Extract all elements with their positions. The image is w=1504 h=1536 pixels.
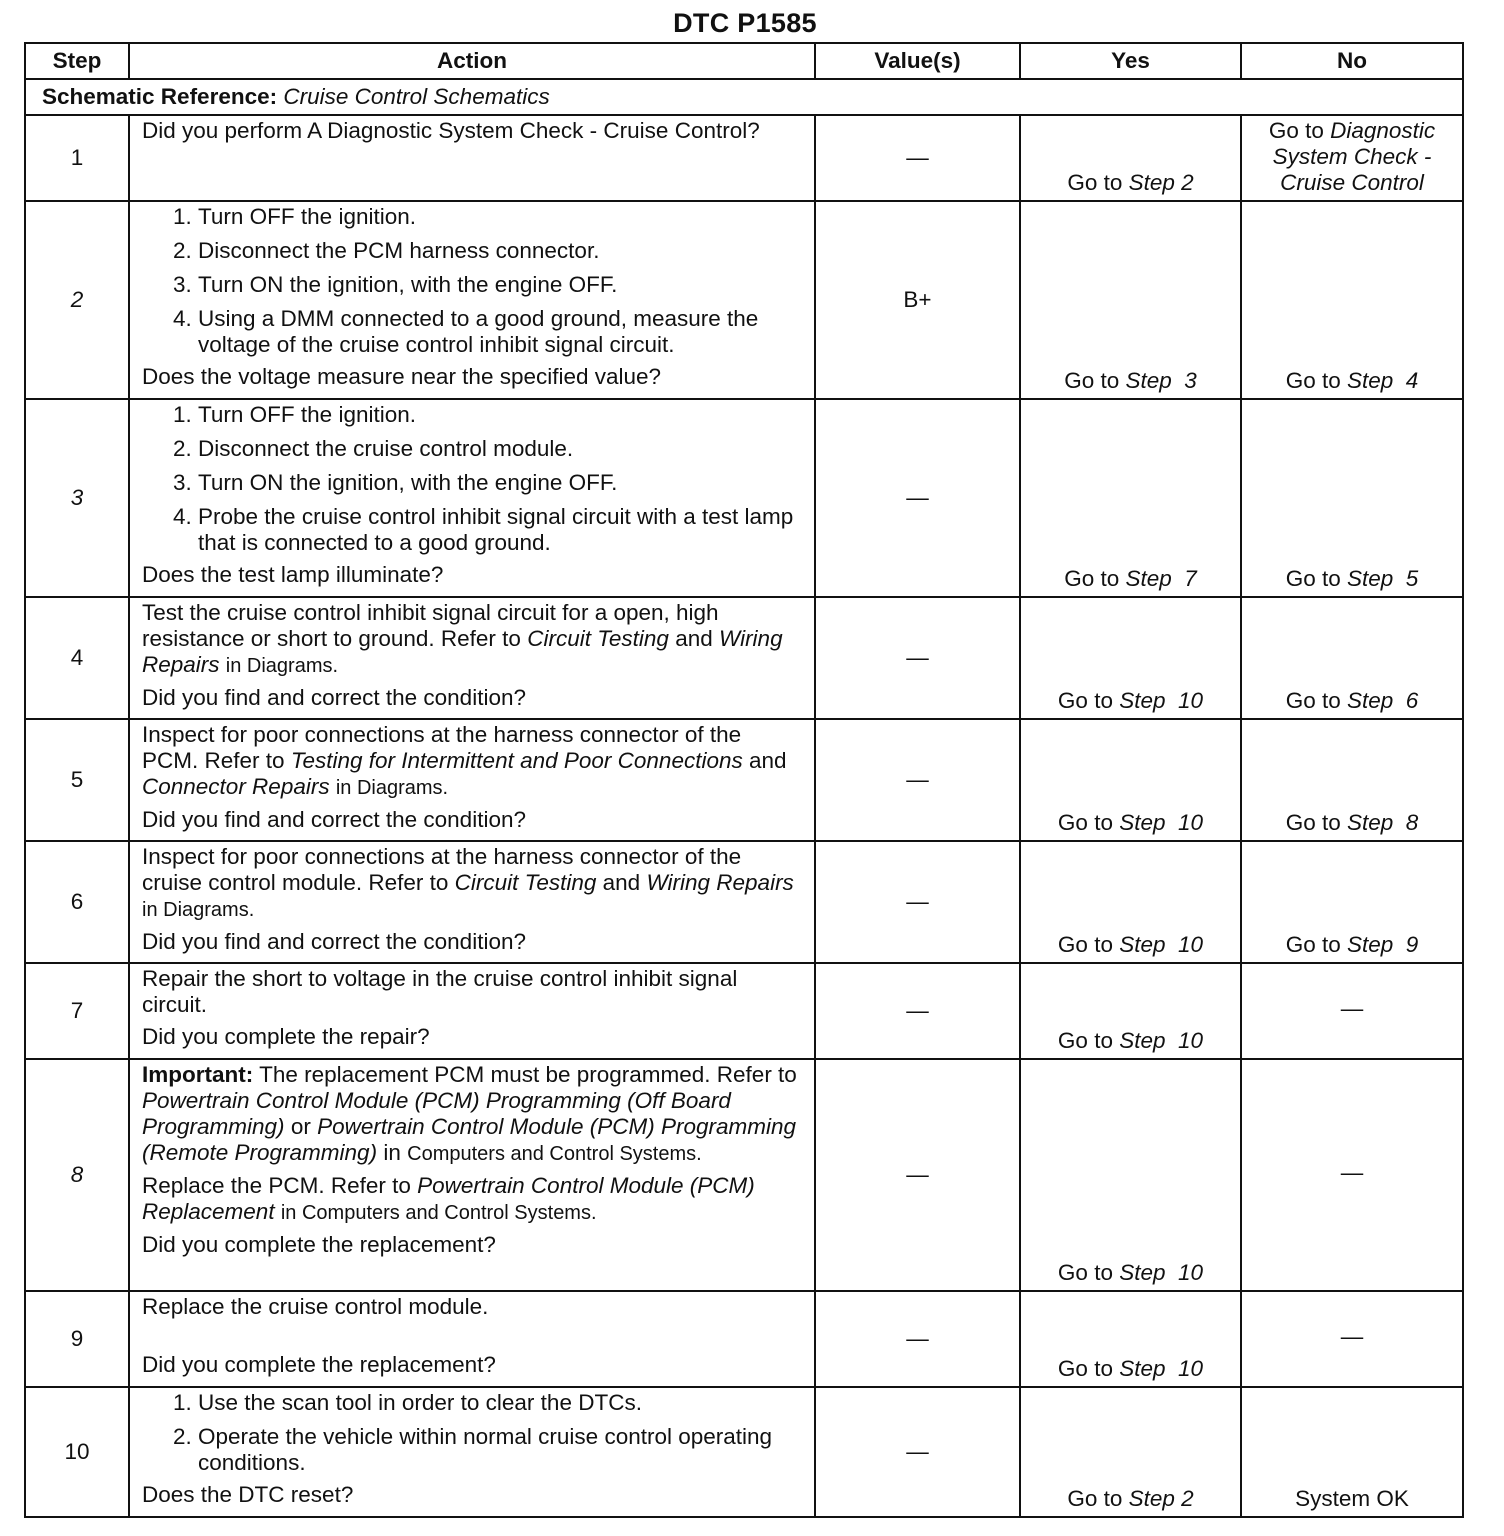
- list-item: 3. Turn ON the ignition, with the engine OFF.: [198, 470, 802, 496]
- table-row: [25, 201, 1463, 399]
- list-item: 3. Turn ON the ignition, with the engine OFF.: [198, 272, 802, 298]
- action-cell: [129, 201, 815, 399]
- value-cell: —: [815, 719, 1020, 841]
- step-link[interactable]: Step 10: [1119, 932, 1204, 957]
- list-item: 2. Disconnect the cruise control module.: [198, 436, 802, 462]
- step-link[interactable]: Step 10: [1119, 810, 1204, 835]
- table-row: [25, 841, 1463, 963]
- step-link[interactable]: Step 10: [1119, 1028, 1204, 1053]
- value-cell: —: [815, 115, 1020, 201]
- value-cell: —: [815, 1291, 1020, 1387]
- action-cell: [129, 1059, 815, 1291]
- step-link[interactable]: Step 10: [1119, 1356, 1204, 1381]
- yes-cell: Go to Step 7: [1020, 399, 1241, 597]
- step-link[interactable]: Step 10: [1119, 1260, 1204, 1285]
- no-cell: —: [1241, 963, 1463, 1059]
- no-cell: Go to Step 4: [1241, 201, 1463, 399]
- table-row: [25, 1387, 1463, 1517]
- list-item: 1. Use the scan tool in order to clear the DTCs.: [198, 1390, 802, 1416]
- table-row: [25, 1059, 1463, 1291]
- step-number: 8: [25, 1059, 129, 1291]
- list-item: 4. Probe the cruise control inhibit signal circuit with a test lamp that is connected to a good ground.: [198, 504, 802, 556]
- reference-link[interactable]: Powertrain Control Module (PCM) Replacement: [142, 1173, 755, 1224]
- step-number: 7: [25, 963, 129, 1059]
- reference-link[interactable]: Wiring Repairs: [646, 870, 794, 895]
- important-note: Important: The replacement PCM must be programmed. Refer to Powertrain Control Module (PCM) Programming (Off Board Programming) or Powertrain Control Module (PCM) Programming (Remote Programming) in Computers and Control Systems.: [142, 1062, 797, 1165]
- value-cell: —: [815, 597, 1020, 719]
- yes-cell: Go to Step 10: [1020, 841, 1241, 963]
- action-cell: [129, 841, 815, 963]
- step-number: 3: [25, 399, 129, 597]
- action-list: [142, 1390, 802, 1476]
- action-list: [142, 204, 802, 358]
- no-cell: —: [1241, 1059, 1463, 1291]
- list-item: 1. Turn OFF the ignition.: [198, 402, 802, 428]
- value-cell: —: [815, 399, 1020, 597]
- schematic-row: [25, 79, 1463, 115]
- yes-cell: [1020, 115, 1241, 201]
- step-link[interactable]: Step 5: [1346, 566, 1419, 591]
- question: Did you find and correct the condition?: [142, 807, 526, 832]
- no-cell: System OK: [1241, 1387, 1463, 1517]
- reference-link[interactable]: Wiring Repairs: [142, 626, 783, 677]
- question: Did you find and correct the condition?: [142, 929, 526, 954]
- reference-link[interactable]: Circuit Testing: [454, 870, 597, 895]
- action-cell: [129, 399, 815, 597]
- table-row: [25, 719, 1463, 841]
- header-yes: Yes: [1020, 43, 1241, 79]
- no-cell: Go to Step 9: [1241, 841, 1463, 963]
- header-no: No: [1241, 43, 1463, 79]
- yes-cell: Go to Step 10: [1020, 719, 1241, 841]
- list-item: 4. Using a DMM connected to a good ground, measure the voltage of the cruise control inhibit signal circuit.: [198, 306, 802, 358]
- step-link[interactable]: Step 6: [1346, 688, 1419, 713]
- action-text: Inspect for poor connections at the harness connector of the cruise control module. Refer to Circuit Testing and Wiring Repairs in Diagrams.: [142, 844, 794, 921]
- action-cell: [129, 115, 815, 201]
- diagnostic-system-check-link[interactable]: Diagnostic System Check - Cruise Control: [1272, 118, 1436, 195]
- step-number: 10: [25, 1387, 129, 1517]
- yes-cell: Go to Step 2: [1020, 1387, 1241, 1517]
- step-link[interactable]: Step 3: [1125, 368, 1197, 393]
- header-step: Step: [25, 43, 129, 79]
- table-row: [25, 597, 1463, 719]
- question: Did you complete the repair?: [142, 1024, 430, 1049]
- reference-link[interactable]: Circuit Testing: [527, 626, 669, 651]
- action-cell: [129, 719, 815, 841]
- step-link[interactable]: Step 10: [1119, 688, 1204, 713]
- step-number: 2: [25, 201, 129, 399]
- reference-link[interactable]: Connector Repairs: [142, 774, 330, 799]
- list-item: 2. Disconnect the PCM harness connector.: [198, 238, 802, 264]
- header-values: Value(s): [815, 43, 1020, 79]
- step-link[interactable]: Step 9: [1346, 932, 1419, 957]
- table-row: [25, 963, 1463, 1059]
- reference-link[interactable]: Powertrain Control Module (PCM) Programming (Off Board Programming): [142, 1088, 731, 1139]
- value-cell: B+: [815, 201, 1020, 399]
- yes-cell: Go to Step 3: [1020, 201, 1241, 399]
- header-row: [25, 43, 1463, 79]
- go-to-text: Go to: [1067, 170, 1123, 195]
- action-text: Replace the cruise control module.: [142, 1294, 489, 1319]
- no-cell: [1241, 115, 1463, 201]
- list-item: 1. Turn OFF the ignition.: [198, 204, 802, 230]
- reference-link[interactable]: Powertrain Control Module (PCM) Programming (Remote Programming): [142, 1114, 796, 1165]
- yes-cell: Go to Step 10: [1020, 963, 1241, 1059]
- table-row: [25, 1291, 1463, 1387]
- question: Does the voltage measure near the specified value?: [142, 364, 662, 389]
- value-cell: —: [815, 963, 1020, 1059]
- step-link[interactable]: Step 2: [1128, 170, 1194, 195]
- yes-cell: Go to Step 10: [1020, 1291, 1241, 1387]
- value-cell: —: [815, 1387, 1020, 1517]
- action-text: Test the cruise control inhibit signal circuit for a open, high resistance or short to ground. Refer to Circuit Testing and Wiring Repairs in Diagrams.: [142, 600, 783, 677]
- action-text: Repair the short to voltage in the cruise control inhibit signal circuit.: [142, 966, 738, 1017]
- action-list: [142, 402, 802, 556]
- action-text: Inspect for poor connections at the harness connector of the PCM. Refer to Testing for Intermittent and Poor Connections and Connector Repairs in Diagrams.: [142, 722, 787, 799]
- question: Did you complete the replacement?: [142, 1352, 496, 1377]
- action-cell: [129, 597, 815, 719]
- schematic-link[interactable]: Cruise Control Schematics: [283, 84, 550, 109]
- step-link[interactable]: Step 8: [1346, 810, 1419, 835]
- action-cell: [129, 963, 815, 1059]
- step-number: 9: [25, 1291, 129, 1387]
- value-cell: —: [815, 841, 1020, 963]
- action-text: Did you perform A Diagnostic System Check - Cruise Control?: [142, 118, 760, 143]
- table-row: [25, 399, 1463, 597]
- question: Did you find and correct the condition?: [142, 685, 526, 710]
- schematic-reference: [25, 79, 1463, 115]
- no-cell: Go to Step 8: [1241, 719, 1463, 841]
- question: Does the DTC reset?: [142, 1482, 354, 1507]
- step-number: 6: [25, 841, 129, 963]
- table-row: [25, 115, 1463, 201]
- yes-cell: Go to Step 10: [1020, 597, 1241, 719]
- step-link[interactable]: Step 7: [1125, 566, 1197, 591]
- diagnostic-table: [24, 42, 1464, 1518]
- action-cell: [129, 1291, 815, 1387]
- value-cell: —: [815, 1059, 1020, 1291]
- reference-link[interactable]: Testing for Intermittent and Poor Connections: [290, 748, 743, 773]
- important-label: Important:: [142, 1062, 254, 1087]
- no-cell: —: [1241, 1291, 1463, 1387]
- step-link[interactable]: Step 4: [1346, 368, 1419, 393]
- action-text: Replace the PCM. Refer to Powertrain Control Module (PCM) Replacement in Computers and Control Systems.: [142, 1173, 755, 1224]
- step-link[interactable]: Step 2: [1128, 1486, 1194, 1511]
- step-number: 4: [25, 597, 129, 719]
- step-number: 1: [25, 115, 129, 201]
- schematic-label: Schematic Reference:: [42, 84, 278, 109]
- step-number: 5: [25, 719, 129, 841]
- header-action: Action: [129, 43, 815, 79]
- go-to-text: Go to: [1268, 118, 1324, 143]
- page-title: DTC P1585: [673, 8, 817, 38]
- action-cell: [129, 1387, 815, 1517]
- question: Did you complete the replacement?: [142, 1232, 496, 1257]
- no-cell: Go to Step 6: [1241, 597, 1463, 719]
- yes-cell: Go to Step 10: [1020, 1059, 1241, 1291]
- no-cell: Go to Step 5: [1241, 399, 1463, 597]
- question: Does the test lamp illuminate?: [142, 562, 444, 587]
- list-item: 2. Operate the vehicle within normal cruise control operating conditions.: [198, 1424, 802, 1476]
